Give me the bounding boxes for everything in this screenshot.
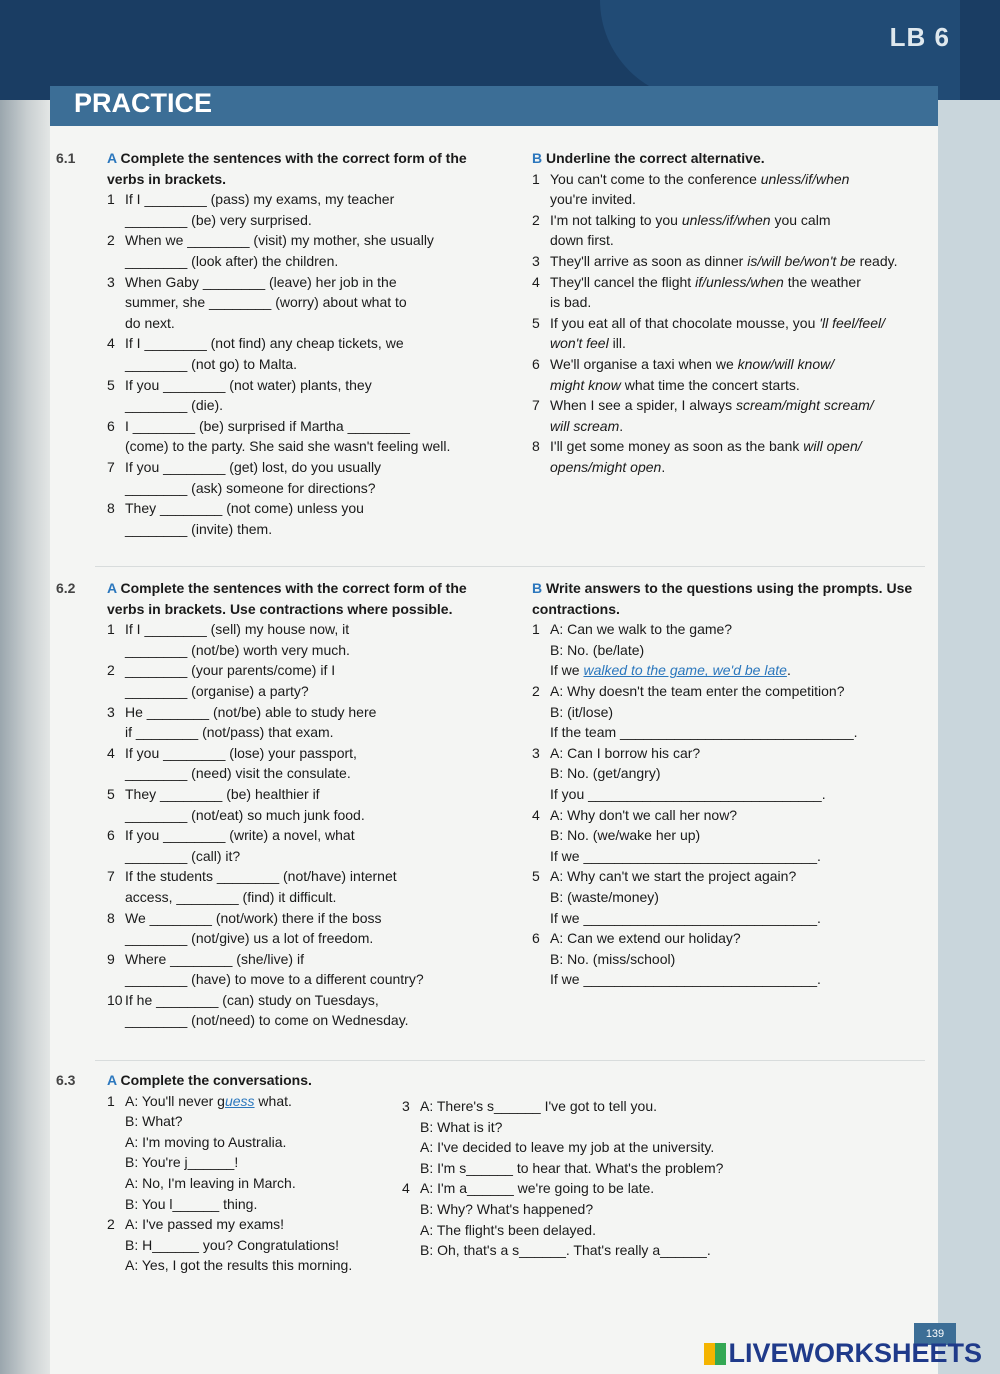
exercise-line — [107, 210, 507, 231]
item-number: 4 — [532, 806, 540, 823]
item-number: 5 — [532, 868, 540, 885]
divider — [95, 566, 925, 567]
exercise-line — [532, 189, 932, 210]
item-number: 4 — [107, 335, 115, 352]
item-text: If you ________ (write) a novel, what — [125, 827, 355, 844]
alternatives: won't feel — [550, 335, 609, 352]
conversation-line — [402, 1137, 822, 1158]
line-text: A: I've passed my exams! — [125, 1216, 285, 1233]
item-text: When I see a spider, I always — [550, 397, 736, 414]
item-text: They'll cancel the flight — [550, 273, 696, 290]
item-text: ________ (not/need) to come on Wednesday. — [125, 1012, 409, 1029]
exercise-line — [107, 702, 507, 723]
alternatives: opens/might open — [550, 458, 662, 475]
item-text: He ________ (not/be) able to study here — [125, 703, 377, 720]
item-text: ________ (your parents/come) if I — [125, 662, 336, 679]
item-number: 8 — [107, 500, 115, 517]
conversation-line — [402, 1178, 822, 1199]
exercise-line — [532, 949, 932, 970]
item-text: ________ (need) visit the consulate. — [125, 765, 351, 782]
item-text: is bad. — [550, 294, 592, 311]
item-number: 1 — [532, 621, 540, 638]
item-number: 7 — [107, 458, 115, 475]
item-text: If we ______________________________. — [550, 909, 821, 926]
alternatives: will scream — [550, 417, 620, 434]
exercise-line — [107, 619, 507, 640]
exercise-line — [107, 375, 507, 396]
item-number: 3 — [402, 1098, 410, 1114]
exercise-line — [107, 313, 507, 334]
conversation-line — [402, 1220, 822, 1241]
exercise-line — [532, 619, 932, 640]
exercise-line — [532, 722, 932, 743]
exercise-line — [107, 990, 507, 1011]
line-text: B: Oh, that's a s______. That's really a______. — [420, 1242, 711, 1259]
exercise-line — [532, 395, 932, 416]
item-text: If he ________ (can) study on Tuesdays, — [125, 991, 379, 1008]
item-number: 1 — [107, 1092, 115, 1109]
exercise-line — [532, 354, 932, 375]
item-number: 10 — [107, 991, 123, 1008]
divider — [95, 1060, 925, 1061]
line-text: B: What is it? — [420, 1118, 503, 1135]
item-number: 2 — [107, 662, 115, 679]
item-text: If we ______________________________. — [550, 971, 821, 988]
item-text: A: Why don't we call her now? — [550, 806, 738, 823]
item-text: If I ________ (sell) my house now, it — [125, 621, 350, 638]
exercise-line — [532, 272, 932, 293]
exercise-line — [532, 887, 932, 908]
item-number: 1 — [107, 621, 115, 638]
item-text: If I ________ (not find) any cheap tickets, we — [125, 335, 404, 352]
exercise-line — [532, 169, 932, 190]
section-number-6-3: 6.3 — [56, 1072, 76, 1088]
exercise-line — [532, 251, 932, 272]
exercise-line — [107, 743, 507, 764]
item-text: If you ________ (get) lost, do you usually — [125, 458, 382, 475]
item-text: When we ________ (visit) my mother, she usually — [125, 232, 434, 249]
line-text-end: what. — [254, 1092, 292, 1109]
alternatives: if/unless/when — [695, 273, 784, 290]
item-text: If I ________ (pass) my exams, my teacher — [125, 191, 395, 208]
exercise-line — [107, 866, 507, 887]
alternatives: scream/might scream/ — [735, 397, 874, 414]
alternatives: 'll feel/feel/ — [819, 314, 885, 331]
section-number-6-2: 6.2 — [56, 580, 76, 596]
item-number: 6 — [532, 930, 540, 947]
exercise-6-2-a — [107, 578, 507, 1031]
exercise-line — [107, 230, 507, 251]
item-text: access, ________ (find) it difficult. — [125, 888, 337, 905]
item-text: ________ (not go) to Malta. — [125, 355, 298, 372]
exercise-line — [532, 457, 932, 478]
exercise-line — [107, 805, 507, 826]
item-text: You can't come to the conference — [550, 170, 761, 187]
exercise-line — [532, 436, 932, 457]
exercise-line — [107, 457, 507, 478]
unit-label: LB 6 — [889, 22, 950, 52]
line-text: B: Why? What's happened? — [420, 1200, 594, 1217]
exercise-line — [532, 928, 932, 949]
item-number: 3 — [532, 744, 540, 761]
item-number: 8 — [532, 438, 540, 455]
section-number-6-1: 6.1 — [56, 150, 76, 166]
item-text: A: Can we walk to the game? — [550, 621, 733, 638]
item-number: 9 — [107, 950, 115, 967]
exercise-6-1-b — [532, 148, 932, 478]
conversation-line — [402, 1096, 822, 1117]
exercise-line — [107, 519, 507, 540]
line-text: A: No, I'm leaving in March. — [125, 1174, 296, 1191]
item-text: If the students ________ (not/have) internet — [125, 868, 397, 885]
exercise-line — [532, 230, 932, 251]
item-text-end: what time the concert starts. — [620, 376, 800, 393]
exercise-line — [107, 969, 507, 990]
item-number: 1 — [532, 170, 540, 187]
item-text: if ________ (not/pass) that exam. — [125, 724, 334, 741]
line-text: A: I've decided to leave my job at the university. — [420, 1139, 715, 1156]
exercise-line — [532, 805, 932, 826]
item-number: 1 — [107, 191, 115, 208]
item-text: They'll arrive as soon as dinner — [550, 252, 748, 269]
item-text: you're invited. — [550, 191, 636, 208]
item-text: When Gaby ________ (leave) her job in the — [125, 273, 397, 290]
line-text: A: There's s______ I've got to tell you. — [420, 1098, 658, 1114]
exercise-line — [107, 189, 507, 210]
item-text: ________ (have) to move to a different country? — [125, 971, 424, 988]
item-text: If you eat all of that chocolate mousse, you — [550, 314, 820, 331]
item-text: B: (waste/money) — [550, 888, 659, 905]
exercise-line — [107, 251, 507, 272]
exercise-line — [532, 375, 932, 396]
exercise-line — [532, 908, 932, 929]
top-banner — [0, 0, 1000, 100]
item-text: If we — [550, 662, 584, 679]
item-text: ________ (not/be) worth very much. — [125, 641, 350, 658]
exercise-line — [107, 354, 507, 375]
item-text: ________ (call) it? — [125, 847, 241, 864]
exercise-line — [532, 825, 932, 846]
exercise-line — [532, 784, 932, 805]
conversation-line — [402, 1240, 822, 1261]
exercise-line — [532, 969, 932, 990]
item-text: A: Can we extend our holiday? — [550, 930, 741, 947]
item-number: 7 — [532, 397, 540, 414]
liveworksheets-logo: LIVEWORKSHEETS — [704, 1338, 982, 1369]
instruction: B Underline the correct alternative. — [532, 150, 765, 166]
exercise-line — [532, 416, 932, 437]
item-text-end: ill. — [608, 335, 626, 352]
item-number: 3 — [107, 703, 115, 720]
item-text: If you ________ (lose) your passport, — [125, 744, 357, 761]
brand-icon — [704, 1343, 726, 1365]
exercise-line — [532, 313, 932, 334]
exercise-line — [107, 272, 507, 293]
item-text-end: you calm — [770, 211, 831, 228]
exercise-line — [532, 333, 932, 354]
item-number: 2 — [532, 211, 540, 228]
example-end: . — [786, 662, 791, 679]
exercise-line — [107, 825, 507, 846]
exercise-line — [107, 722, 507, 743]
item-number: 5 — [107, 785, 115, 802]
exercise-line — [107, 660, 507, 681]
exercise-line — [107, 640, 507, 661]
exercise-line — [532, 681, 932, 702]
exercise-6-3-a-right — [402, 1096, 822, 1261]
line-text: B: I'm s______ to hear that. What's the problem? — [420, 1159, 724, 1176]
exercise-line — [107, 416, 507, 437]
exercise-line — [107, 1010, 507, 1031]
page-number: 139 — [914, 1323, 956, 1345]
alternatives: unless/if/when — [760, 170, 850, 187]
item-text-end: . — [661, 458, 666, 475]
conversation-line — [402, 1199, 822, 1220]
item-number: 2 — [107, 232, 115, 249]
exercise-line — [532, 866, 932, 887]
item-text: B: No. (miss/school) — [550, 950, 676, 967]
exercise-line — [107, 498, 507, 519]
item-text: A: Why doesn't the team enter the competition? — [550, 682, 845, 699]
alternatives: is/will be/won't be — [747, 252, 856, 269]
alternatives: unless/if/when — [681, 211, 771, 228]
instruction: A Complete the conversations. — [107, 1072, 312, 1088]
item-number: 2 — [532, 682, 540, 699]
item-number: 4 — [532, 273, 540, 290]
item-text: I ________ (be) surprised if Martha ________ — [125, 417, 410, 434]
exercise-line — [107, 949, 507, 970]
item-text: Where ________ (she/live) if — [125, 950, 304, 967]
alternatives: will open/ — [803, 438, 862, 455]
line-text: A: I'm moving to Australia. — [125, 1133, 287, 1150]
item-text: A: Why can't we start the project again? — [550, 868, 797, 885]
instruction: A Complete the sentences with the correct form of the verbs in brackets. — [107, 150, 467, 187]
item-text: ________ (ask) someone for directions? — [125, 479, 376, 496]
exercise-line — [107, 395, 507, 416]
item-text: ________ (not/give) us a lot of freedom. — [125, 930, 374, 947]
item-text: do next. — [125, 314, 175, 331]
item-text: I'm not talking to you — [550, 211, 682, 228]
page-edge-art — [938, 100, 1000, 1374]
item-number: 6 — [107, 827, 115, 844]
item-text: ________ (organise) a party? — [125, 682, 309, 699]
exercise-line — [532, 640, 932, 661]
item-text: (come) to the party. She said she wasn't feeling well. — [125, 438, 451, 455]
exercise-line — [107, 784, 507, 805]
example-answer: uess — [224, 1092, 255, 1109]
item-text: B: No. (we/wake her up) — [550, 827, 701, 844]
example-answer: walked to the game, we'd be late — [583, 662, 787, 679]
item-text: B: No. (be/late) — [550, 641, 645, 658]
line-text: B: H______ you? Congratulations! — [125, 1236, 340, 1253]
item-number: 4 — [107, 744, 115, 761]
item-number: 7 — [107, 868, 115, 885]
item-number: 2 — [107, 1216, 115, 1233]
page-title: PRACTICE — [74, 88, 213, 118]
item-text: summer, she ________ (worry) about what to — [125, 294, 407, 311]
alternatives: know/will know/ — [737, 355, 835, 372]
item-text: ________ (invite) them. — [125, 520, 273, 537]
item-number: 3 — [107, 273, 115, 290]
alternatives: might know — [550, 376, 621, 393]
exercise-line — [107, 333, 507, 354]
item-text: They ________ (be) healthier if — [125, 785, 320, 802]
exercise-line — [532, 846, 932, 867]
item-number: 3 — [532, 252, 540, 269]
exercise-6-2-b — [532, 578, 932, 990]
exercise-line — [532, 743, 932, 764]
item-text: If we ______________________________. — [550, 847, 821, 864]
exercise-line — [532, 210, 932, 231]
item-text: ________ (look after) the children. — [125, 252, 339, 269]
item-number: 8 — [107, 909, 115, 926]
conversation-line — [402, 1117, 822, 1138]
book-spine-shadow — [0, 0, 50, 1374]
item-text: ________ (be) very surprised. — [125, 211, 312, 228]
exercise-line — [107, 846, 507, 867]
exercise-line — [107, 436, 507, 457]
exercise-line — [532, 660, 932, 681]
exercise-line — [107, 887, 507, 908]
item-text-end: ready. — [855, 252, 898, 269]
item-number: 4 — [402, 1180, 410, 1197]
exercise-line — [107, 763, 507, 784]
item-text: B: (it/lose) — [550, 703, 614, 720]
line-text: B: You're j______! — [125, 1154, 239, 1171]
line-text: A: I'm a______ we're going to be late. — [420, 1180, 655, 1197]
exercise-line — [107, 681, 507, 702]
exercise-line — [107, 928, 507, 949]
item-number: 5 — [107, 376, 115, 393]
item-text-end: the weather — [783, 273, 861, 290]
item-number: 6 — [107, 417, 115, 434]
item-text: If you ______________________________. — [550, 785, 826, 802]
line-text: B: What? — [125, 1113, 183, 1130]
item-text: We'll organise a taxi when we — [550, 355, 738, 372]
instruction: B Write answers to the questions using the prompts. Use contractions. — [532, 580, 913, 617]
item-text: If you ________ (not water) plants, they — [125, 376, 372, 393]
item-text: I'll get some money as soon as the bank — [550, 438, 804, 455]
item-text: ________ (not/eat) so much junk food. — [125, 806, 365, 823]
item-number: 6 — [532, 355, 540, 372]
conversation-line — [402, 1158, 822, 1179]
exercise-line — [107, 908, 507, 929]
exercise-6-1-a — [107, 148, 507, 539]
exercise-line — [532, 763, 932, 784]
exercise-line — [532, 292, 932, 313]
item-text: down first. — [550, 232, 614, 249]
exercise-line — [107, 292, 507, 313]
item-text: They ________ (not come) unless you — [125, 500, 364, 517]
item-text: ________ (die). — [125, 397, 224, 414]
item-text: A: Can I borrow his car? — [550, 744, 701, 761]
exercise-line — [107, 478, 507, 499]
item-text: We ________ (not/work) there if the boss — [125, 909, 382, 926]
line-text: A: The flight's been delayed. — [420, 1221, 596, 1238]
item-text: If the team ______________________________. — [550, 724, 858, 741]
instruction: A Complete the sentences with the correct form of the verbs in brackets. Use contractions where possible. — [107, 580, 467, 617]
line-text: A: Yes, I got the results this morning. — [125, 1257, 353, 1274]
item-text: B: No. (get/angry) — [550, 765, 661, 782]
exercise-line — [532, 702, 932, 723]
line-text: B: You l______ thing. — [125, 1195, 258, 1212]
line-text: A: You'll never g — [125, 1092, 225, 1109]
item-number: 5 — [532, 314, 540, 331]
item-text-end: . — [619, 417, 624, 434]
